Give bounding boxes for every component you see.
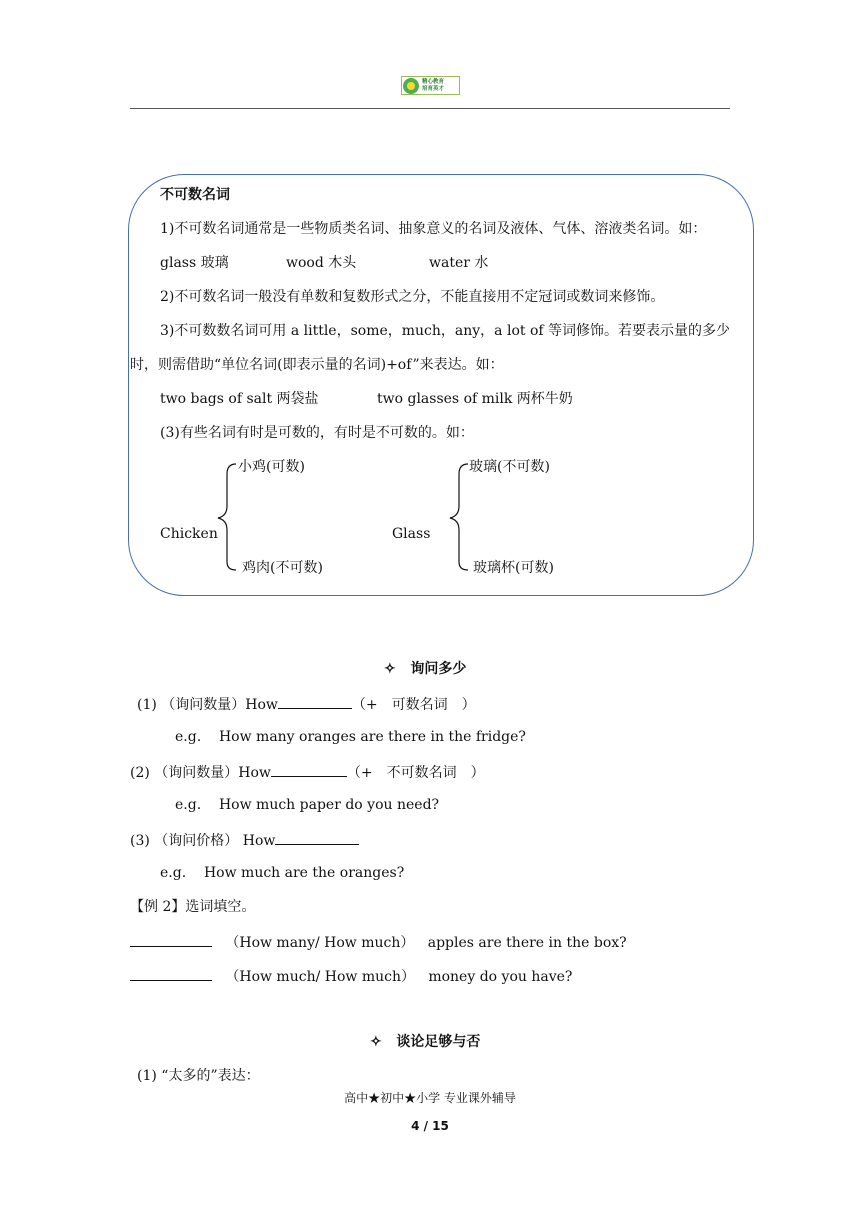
diamond-star-icon: ✧ xyxy=(370,1034,382,1050)
glass-countable: 玻璃杯(可数) xyxy=(473,560,554,576)
chicken-countable: 小鸡(可数) xyxy=(238,459,305,475)
box-title: 不可数名词 xyxy=(160,187,230,203)
box-paragraph-2: 2)不可数名词一般没有单数和复数形式之分，不能直接用不定冠词或数词来修饰。 xyxy=(160,289,665,305)
q1-tail: （+ 可数名词 ） xyxy=(351,697,476,713)
q3-example: How much are the oranges? xyxy=(203,865,405,881)
q3-prefix: （询问价格） How xyxy=(154,833,276,849)
footer-tagline: 高中★初中★小学 专业课外辅导 xyxy=(344,1091,516,1105)
exercise-line-1 xyxy=(130,932,627,952)
section2-item-1: (1) “太多的”表达： xyxy=(137,1068,260,1084)
q1-eg: e.g. xyxy=(175,729,202,745)
exercise-1-choice: （How many/ How much） xyxy=(225,935,415,951)
example-milk: two glasses of milk 两杯牛奶 xyxy=(377,391,573,407)
logo-text xyxy=(422,79,444,93)
q2-example: How much paper do you need? xyxy=(218,797,440,813)
q3-example-row xyxy=(160,864,404,882)
example-glass: glass 玻璃 xyxy=(160,255,229,271)
q1-blank xyxy=(278,694,352,709)
logo-line2: 培育英才 xyxy=(422,85,445,92)
answer-blank-1[interactable] xyxy=(130,932,212,947)
exercise-2-choice: （How much/ How much） xyxy=(225,969,415,985)
chicken-word: Chicken xyxy=(160,526,218,542)
section2-heading xyxy=(370,1033,480,1051)
q3-blank xyxy=(275,830,359,845)
box-paragraph-4: (3)有些名词有时是可数的，有时是不可数的。如： xyxy=(160,425,474,441)
question-3 xyxy=(130,830,359,850)
exercise-2-text: money do you have? xyxy=(428,969,573,985)
q2-eg: e.g. xyxy=(175,797,202,813)
section1-title: 询问多少 xyxy=(410,661,467,677)
chicken-brace-icon xyxy=(214,462,238,572)
q1-example: How many oranges are there in the fridge? xyxy=(218,729,526,745)
q1-prefix: （询问数量）How xyxy=(161,697,278,713)
logo-emblem-icon xyxy=(403,78,419,94)
diamond-star-icon: ✧ xyxy=(384,661,396,677)
q2-example-row xyxy=(175,796,439,814)
section1-heading xyxy=(384,660,466,678)
example-wood: wood 木头 xyxy=(286,255,357,271)
example-salt: two bags of salt 两袋盐 xyxy=(160,391,319,407)
chicken-uncountable: 鸡肉(不可数) xyxy=(242,560,323,576)
logo-line1: 精心教育 xyxy=(422,78,445,85)
q2-prefix: （询问数量）How xyxy=(154,765,271,781)
example2-title: 【例 2】选词填空。 xyxy=(130,899,256,915)
glass-brace-icon xyxy=(446,462,470,572)
section2-title: 谈论足够与否 xyxy=(396,1034,481,1050)
box-paragraph-3b: 时，则需借助“单位名词(即表示量的名词)+of”来表达。如： xyxy=(130,357,504,373)
glass-word: Glass xyxy=(392,526,431,542)
header-divider xyxy=(130,108,730,109)
example-water: water 水 xyxy=(429,255,489,271)
exercise-1-text: apples are there in the box? xyxy=(427,935,627,951)
q3-eg: e.g. xyxy=(160,865,187,881)
answer-blank-2[interactable] xyxy=(130,966,212,981)
brand-logo xyxy=(401,76,460,95)
exercise-line-2 xyxy=(130,966,572,986)
q2-blank xyxy=(271,762,347,777)
box-paragraph-1: 1)不可数名词通常是一些物质类名词、抽象意义的名词及液体、气体、溶液类名词。如： xyxy=(160,221,707,237)
question-1 xyxy=(137,694,476,714)
q1-number: (1) xyxy=(137,697,157,713)
q2-tail: （+ 不可数名词 ） xyxy=(346,765,485,781)
q3-number: (3) xyxy=(130,833,150,849)
box-paragraph-3a: 3)不可数数名词可用 a little，some，much，any，a lot of 等词修饰。若要表示量的多少 xyxy=(160,323,731,339)
glass-uncountable: 玻璃(不可数) xyxy=(469,459,550,475)
question-2 xyxy=(130,762,485,782)
q2-number: (2) xyxy=(130,765,150,781)
q1-example-row xyxy=(175,728,526,746)
page-number: 4 / 15 xyxy=(411,1119,449,1133)
